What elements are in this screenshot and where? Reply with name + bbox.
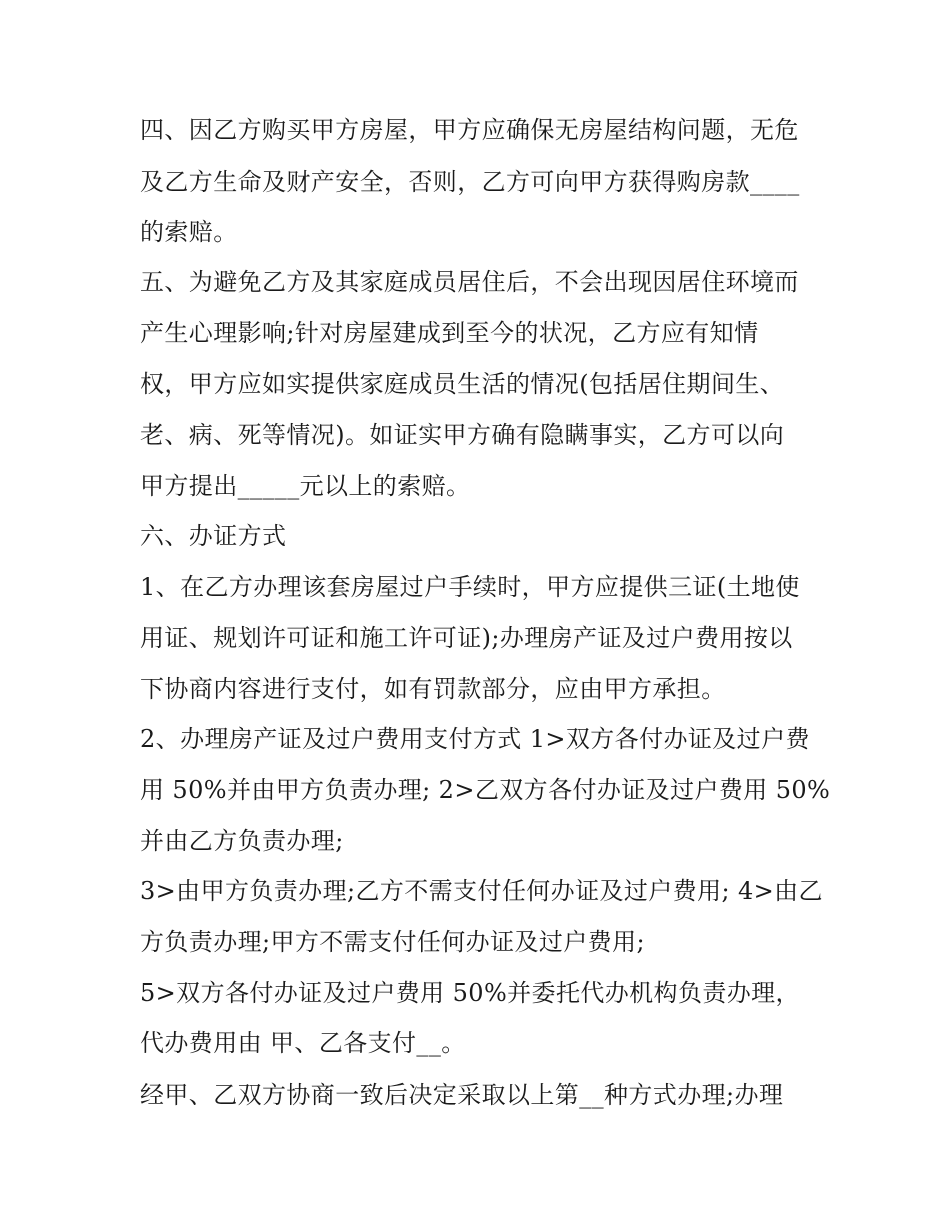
item-2-line-2: 用 50%并由甲方负责办理; 2>乙双方各付办证及过户费用 50% [140, 776, 831, 804]
item-2-line-3: 并由乙方负责办理; [140, 827, 344, 855]
item-1-line-2: 用证、规划许可证和施工许可证);办理房产证及过户费用按以 [140, 624, 793, 652]
item-1-line-1: 1、在乙方办理该套房屋过户手续时，甲方应提供三证(土地使 [140, 573, 800, 601]
paragraph-5-line-4: 老、病、死等情况)。如证实甲方确有隐瞒事实，乙方可以向 [140, 421, 785, 449]
paragraph-4-line-3: 的索赔。 [140, 218, 238, 246]
section-6-heading: 六、办证方式 [140, 522, 287, 550]
item-2-line-1: 2、办理房产证及过户费用支付方式 1>双方各付办证及过户费 [140, 725, 810, 753]
item-1-line-3: 下协商内容进行支付，如有罚款部分，应由甲方承担。 [140, 675, 726, 703]
agreement-line-1: 经甲、乙双方协商一致后决定采取以上第__种方式办理;办理 [140, 1081, 784, 1109]
paragraph-5-line-3: 权，甲方应如实提供家庭成员生活的情况(包括居住期间生、 [140, 370, 785, 398]
paragraph-5-line-1: 五、为避免乙方及其家庭成员居住后，不会出现因居住环境而 [140, 268, 799, 296]
paragraph-4-line-1: 四、因乙方购买甲方房屋，甲方应确保无房屋结构问题，无危 [140, 116, 799, 144]
option-3-line-2: 方负责办理;甲方不需支付任何办证及过户费用; [140, 928, 645, 956]
paragraph-5-line-5: 甲方提出_____元以上的索赔。 [140, 472, 471, 500]
paragraph-5-line-2: 产生心理影响;针对房屋建成到至今的状况，乙方应有知情 [140, 319, 759, 347]
paragraph-4-line-2: 及乙方生命及财产安全，否则，乙方可向甲方获得购房款____ [140, 168, 800, 196]
option-5-line-2: 代办费用由 甲、乙各支付__。 [140, 1029, 466, 1057]
option-5-line-1: 5>双方各付办证及过户费用 50%并委托代办机构负责办理， [140, 979, 800, 1007]
option-3-line-1: 3>由甲方负责办理;乙方不需支付任何办证及过户费用; 4>由乙 [140, 877, 823, 905]
